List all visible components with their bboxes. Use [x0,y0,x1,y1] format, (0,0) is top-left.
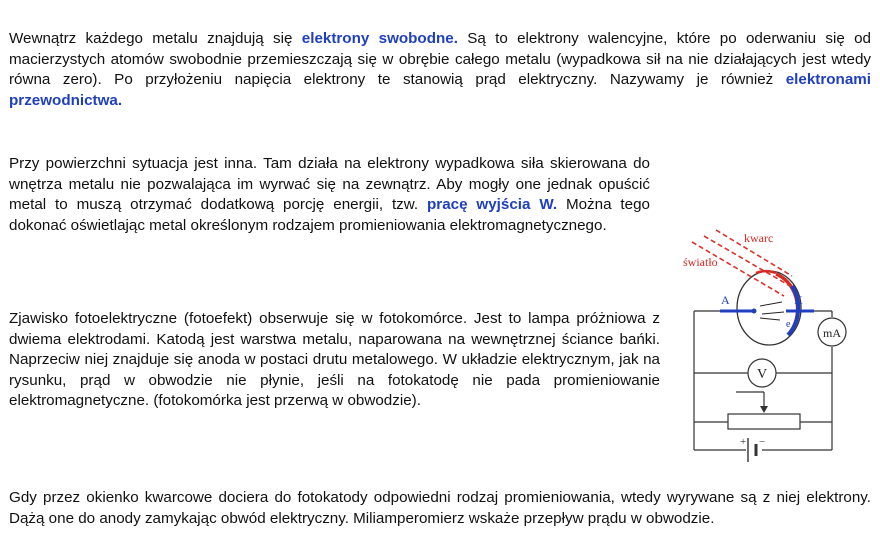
page-title-fragment [0,0,880,4]
text: Przy powierzchni sytuacja jest inna. Tam działa na elektrony wypadkowa siła skierowana do wnętrza metalu nie pozwalająca im wyrwać się na zewnątrz. Aby mogły one jednak opuścić metal to muszą otrzymać dodatkową porcję energii, tzw. [9,155,650,213]
battery-icon [740,436,765,462]
light-label: światło [683,255,718,269]
voltmeter-label: V [756,367,768,382]
photocell-circuit-diagram [664,222,880,472]
text: Są to elektrony walencyjne, które po oderwaniu się od macierzystych atomów swobodnie przemieszczają się w obrębie całego metalu (wypadkowa sił na nie działających jest wtedy równa zero). Po przyłożeniu napięcia elektrony te stanowią prąd elektryczny. Nazywamy je również [9,30,871,88]
paragraph-photocell [9,309,660,412]
paragraph-free-electrons [9,29,871,111]
slider-arrow-icon [760,406,768,413]
potentiometer [728,414,800,429]
milliammeter-label: mA [823,326,841,340]
highlight-work-function: pracę wyjścia W. [427,196,558,213]
cathode-label: K [794,293,803,307]
battery-plus-label: + [740,436,747,448]
highlight-conduction-electrons: elektronami przewodnictwa. [9,71,871,109]
highlight-free-electrons: elektrony swobodne. [301,30,458,47]
paragraph-surface [9,154,650,236]
anode-label: A [721,293,730,307]
text: Zjawisko fotoelektryczne (fotoefekt) obserwuje się w fotokomórce. Jest to lampa próżniowa z dwiema elektrodami. Katodą jest warstwa metalu, naparowana na wewnętrznej ściance bańki. Naprzeciw niej znajduje się anoda w postaci drutu metalowego. W układzie elektrycznym, jak na rysunku, prąd w obwodzie nie płynie, jeśli na fotokatodę nie pada promieniowanie elektromagnetyczne. (fotokomórka jest przerwą w obwodzie). [9,310,660,409]
text: Gdy przez okienko kwarcowe dociera do fotokatody odpowiedni rodzaj promieniowania, wtedy wyrywane są z niej elektrony. Dążą one do anody zamykając obwód elektryczny. Miliamperomierz wskaże przepływ prądu w obwodzie. [9,489,871,527]
electron-label: e [786,319,791,330]
battery-minus-label: − [759,436,766,448]
text: Można tego dokonać oświetlając metal określonym rodzajem promieniowania elektromagnetycznego. [9,196,650,234]
paragraph-quartz-window [9,488,871,529]
quartz-label: kwarc [744,231,774,245]
text: Wewnątrz każdego metalu znajdują się [9,30,302,47]
